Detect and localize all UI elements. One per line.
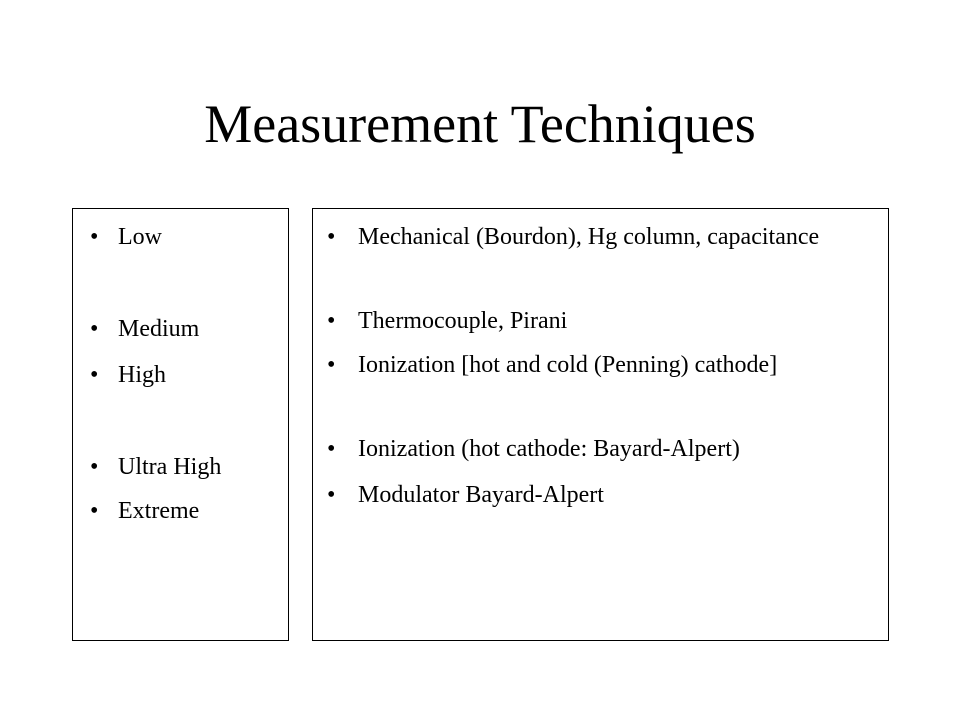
bullet-icon: •	[90, 316, 99, 342]
bullet-icon: •	[90, 498, 99, 524]
pressure-range-box	[72, 208, 289, 641]
technique-label: Ionization [hot and cold (Penning) cathode]	[358, 352, 778, 378]
list-item-extreme	[90, 494, 280, 528]
technique-label: Ionization (hot cathode: Bayard-Alpert)	[358, 436, 740, 462]
range-label: Low	[118, 224, 162, 250]
bullet-icon: •	[327, 352, 336, 378]
list-item-low	[90, 220, 280, 254]
range-label: High	[118, 362, 166, 388]
technique-label: Modulator Bayard-Alpert	[358, 482, 604, 508]
list-item-ionization-bayard-alpert	[327, 432, 877, 466]
list-item-modulator	[327, 478, 877, 512]
bullet-icon: •	[327, 308, 336, 334]
bullet-icon: •	[327, 436, 336, 462]
technique-label: Mechanical (Bourdon), Hg column, capacitance	[358, 224, 820, 250]
range-label: Ultra High	[118, 454, 222, 480]
bullet-icon: •	[327, 482, 336, 508]
bullet-icon: •	[327, 224, 336, 250]
list-item-high	[90, 358, 280, 392]
list-item-thermocouple	[327, 304, 877, 338]
bullet-icon: •	[90, 362, 99, 388]
list-item-ultra-high	[90, 450, 280, 484]
range-label: Extreme	[118, 498, 200, 524]
slide-title: Measurement Techniques	[204, 94, 756, 154]
range-label: Medium	[118, 316, 200, 342]
list-item-mechanical	[327, 220, 877, 254]
technique-box	[312, 208, 889, 641]
bullet-icon: •	[90, 454, 99, 480]
bullet-icon: •	[90, 224, 99, 250]
list-item-medium	[90, 312, 280, 346]
technique-label: Thermocouple, Pirani	[358, 308, 568, 334]
list-item-ionization-hot-cold	[327, 348, 877, 382]
